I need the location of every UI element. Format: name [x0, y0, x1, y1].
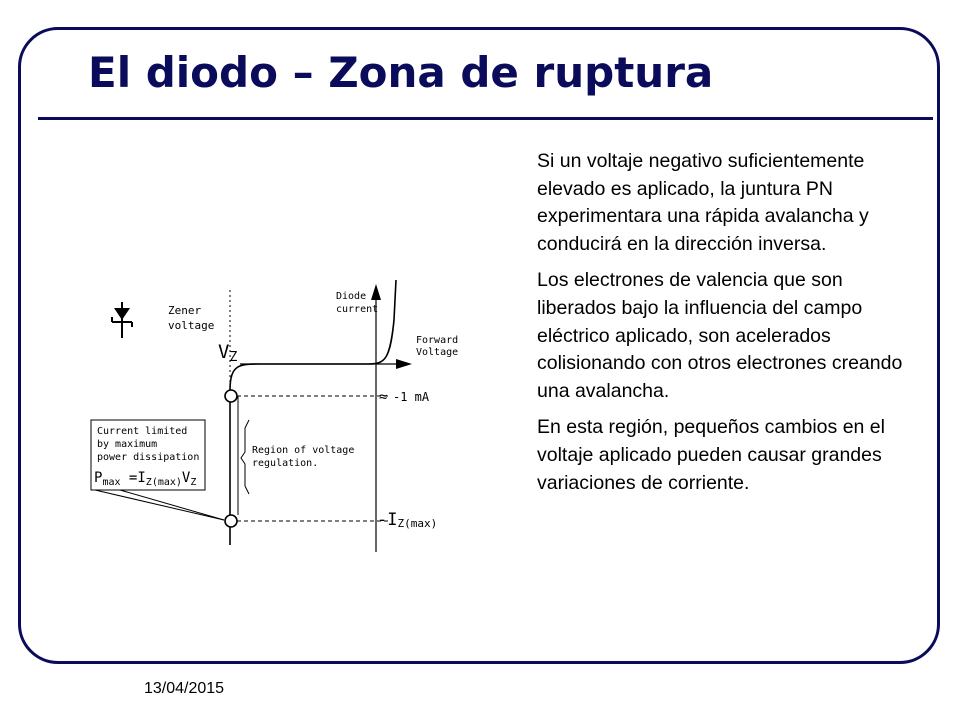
box-line-3: power dissipation [97, 452, 200, 463]
diode-label-line1: Diode [336, 291, 367, 302]
zener-diode-characteristic-diagram [94, 280, 460, 560]
body-text [537, 148, 917, 506]
pmax-formula: $P_{max} =I_{Z(max)}V_Z$ [94, 470, 197, 488]
izmax-point [225, 515, 237, 527]
vz-label: VZ [218, 341, 238, 365]
region-label-line1: Region of voltage [252, 445, 355, 456]
paragraph-3: En esta región, pequeños cambios en el voltaje aplicado pueden causar grandes variaciones de corriente. [537, 416, 885, 494]
zener-diode-symbol-icon [112, 302, 132, 338]
approx-symbol: ≈ [379, 389, 388, 405]
one-ma-label: -1 mA [393, 390, 430, 404]
paragraph-1: Si un voltaje negativo suficientemente elevado es aplicado, la juntura PN experimentara una rápida avalancha y conducirá en la dirección inversa. [537, 150, 869, 255]
forward-label-line2: Voltage [416, 347, 459, 358]
slide-date: 13/04/2015 [144, 680, 225, 697]
region-label-line2: regulation. [252, 458, 319, 469]
one-ma-point [225, 390, 237, 402]
paragraph-2: Los electrones de valencia que son liberados bajo la influencia del campo eléctrico aplicado, son acelerados colisionando con otros electrones creando una avalancha. [537, 269, 903, 402]
iv-curve [230, 280, 396, 390]
forward-label-line1: Forward [416, 335, 459, 346]
title-underline [38, 117, 933, 120]
izmax-label: -IZ(max) [377, 510, 438, 530]
diode-label-line2: current [336, 304, 379, 315]
zener-label-line2: voltage [168, 319, 215, 332]
slide-title: El diodo – Zona de ruptura [88, 48, 714, 97]
box-line-1: Current limited [97, 426, 188, 437]
zener-label-line1: Zener [168, 304, 202, 317]
box-line-2: by maximum [97, 439, 158, 450]
regulation-bracket [241, 420, 249, 494]
